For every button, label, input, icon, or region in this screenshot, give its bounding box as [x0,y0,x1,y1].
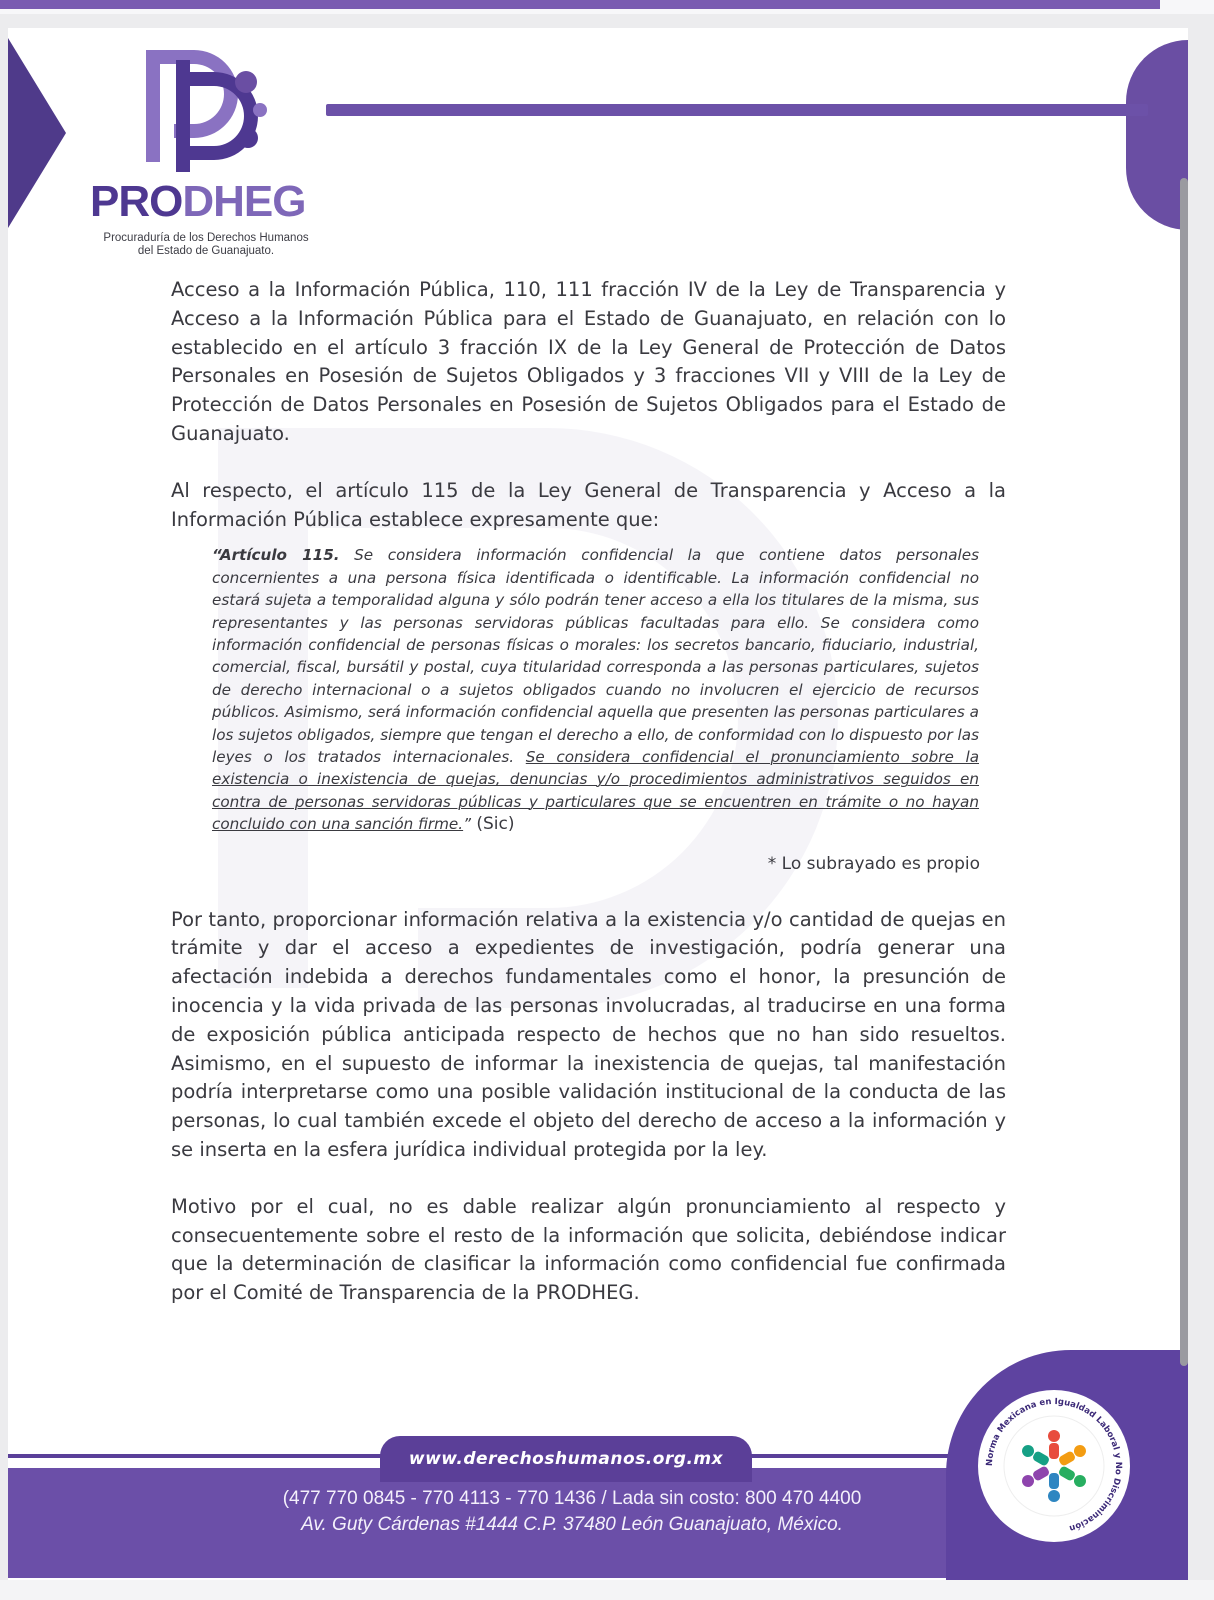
quote-close: ” [463,815,471,834]
org-full-name: Procuraduría de los Derechos Humanos del Estado de Guanajuato. [103,232,309,257]
paragraph-4: Motivo por el cual, no es dable realizar algún pronunciamiento al respecto y consecuentemente sobre el resto de la información que solicita, debiéndose indicar que la determinación de clasificar la información como confidencial fue confirmada por el Comité de Transparencia de la PRODHEG. [171,1194,1006,1305]
corner-decoration-right [1126,40,1188,230]
paragraph-1: Acceso a la Información Pública, 110, 111 fracción IV de la Ley de Transparencia y Acceso a la Información Pública para el Estado de Guanajuato, en relación con lo establecido en el artículo 3 fracción IX de la Ley General de Protección de Datos Personales en Posesión de Sujetos Obligados y 3 fracciones VII y VIII de la Ley de Protección de Datos Personales en Posesión de Sujetos Obligados para el Estado de Guanajuato. [171,278,1006,445]
bottom-strip [0,1580,1214,1600]
document-page [8,28,1188,1580]
org-logo-text: PRODHEG [90,177,306,226]
scrollbar[interactable] [1180,178,1188,1366]
quote-underlined: Se considera confidencial el pronunciamiento sobre la existencia o inexistencia de quejas, denuncias y/o procedimientos administrativos seguidos en contra de personas servidoras públicas y particulares que se encuentren en trámite o no hayan concluido con una sanción firme. [212,748,979,834]
footer-phones: (477 770 0845 - 770 4113 - 770 1436 / Lada sin costo: 800 470 4400 [282,1488,862,1509]
header-bar [326,104,1148,116]
seal-text: Norma Mexicana en Igualdad Laboral y No Discriminación [984,1396,1124,1534]
footer-address: Av. Guty Cárdenas #1444 C.P. 37480 León Guanajuato, México. [301,1514,843,1535]
top-strip [0,0,1214,14]
top-purple-band [0,0,1160,9]
document-body [171,276,1006,1308]
paragraph-3: Por tanto, proporcionar información relativa a la existencia y/o cantidad de quejas en trámite y dar el acceso a expedientes de investigación, podría generar una afectación indebida a derechos fundamentales como el honor, la presunción de inocencia y la vida privada de las personas involucradas, al traducirse en una forma de exposición pública anticipada respecto de hechos que no han sido resueltos. Asimismo, en el supuesto de informar la inexistencia de quejas, tal manifestación podría interpretarse como una posible validación institucional de la conducta de las personas, lo cual también excede el objeto del derecho de acceso a la información y se inserta en la esfera jurídica individual protegida por la ley. [171,907,1006,1162]
prodheg-logo-icon [136,48,276,178]
corner-decoration-left [8,38,66,228]
quote-article-label: “Artículo 115. [212,546,340,565]
igualdad-laboral-seal-icon [976,1388,1132,1544]
underline-note: * Lo subrayado es propio [767,853,980,874]
paragraph-2: Al respecto, el artículo 115 de la Ley General de Transparencia y Acceso a la Información Pública establece expresamente que: [171,478,1006,531]
article-quote [212,544,979,835]
quote-sic: (Sic) [470,814,515,835]
website-link[interactable]: www.derechoshumanos.org.mx [380,1436,752,1482]
quote-text: Se considera información confidencial la que contiene datos personales concernientes a una persona física identificada o identificable. La información confidencial no estará sujeta a temporalidad alguna y sólo podrán tener acceso a ella los titulares de la misma, sus representantes y las personas servidoras públicas facultadas para ello. Se considera como información confidencial de personas físicas o morales: los secretos bancario, fiduciario, industrial, comercial, fiscal, bursátil y postal, cuya titularidad corresponda a las personas particulares, sujetos de derecho internacional o a sujetos obligados cuando no involucren el ejercicio de recursos públicos. Asimismo, será información confidencial aquella que presenten las personas particulares a los sujetos obligados, siempre que tengan el derecho a ello, de conformidad con lo dispuesto por las leyes o los tratados internacionales. [212,546,980,767]
